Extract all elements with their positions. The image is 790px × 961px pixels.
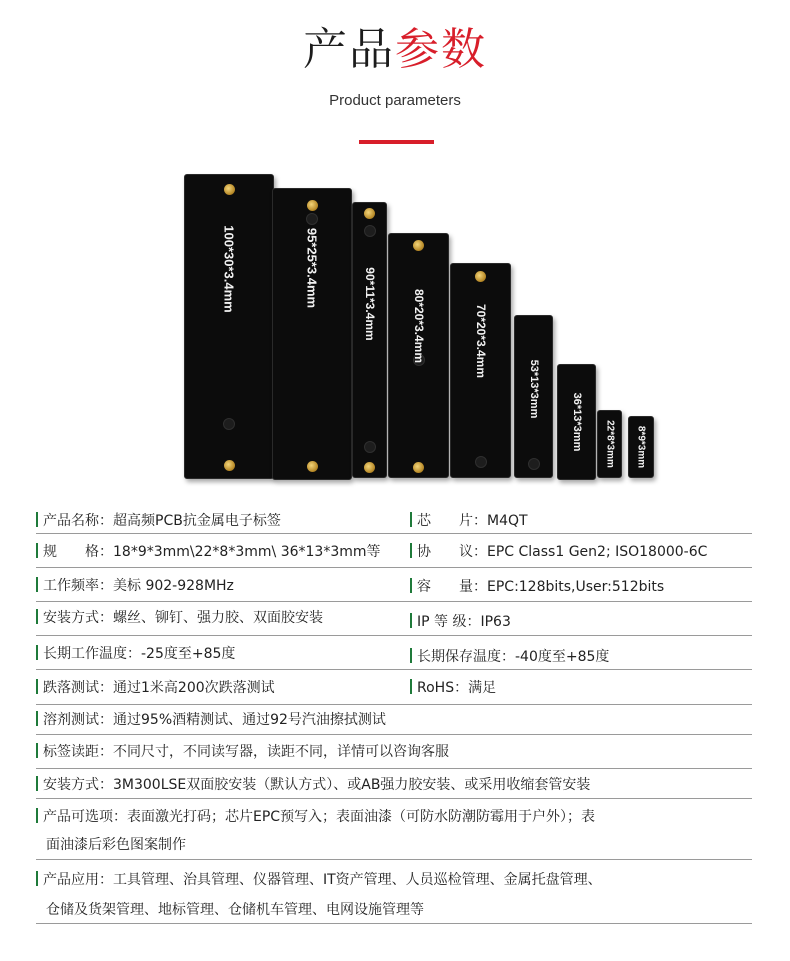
- spec-row: [36, 534, 752, 568]
- tag-size-label: 100*30*3.4mm: [221, 224, 237, 313]
- spec-text: 长期保存温度：-40度至+85度: [417, 649, 610, 665]
- page-subtitle: Product parameters: [329, 92, 461, 109]
- row-marker: [36, 679, 38, 694]
- row-marker: [36, 743, 38, 758]
- row-marker: [36, 871, 38, 886]
- tag-100x30: [184, 174, 274, 479]
- rivet-hole-icon: [307, 200, 318, 211]
- spec-text: 产品应用：工具管理、治具管理、仪器管理、IT资产管理、人员巡检管理、金属托盘管理、: [43, 872, 602, 888]
- spec-cell-continued: 仓储及货架管理、地标管理、仓储机车管理、电网设施管理等: [46, 902, 424, 918]
- rivet-hole-icon: [224, 184, 235, 195]
- tag-90x11: [352, 202, 387, 478]
- tag-size-label: 53*13*3mm: [527, 359, 540, 418]
- spec-row: [36, 636, 752, 670]
- spec-text: IP 等 级：IP63: [417, 614, 511, 630]
- spec-cell: [36, 644, 235, 664]
- rivet-hole-icon: [364, 462, 375, 473]
- screw-dimple-icon: [475, 456, 487, 468]
- spec-cell: [36, 742, 449, 762]
- row-marker: [410, 613, 412, 628]
- row-marker: [410, 648, 412, 663]
- spec-cell: [410, 647, 609, 667]
- rivet-hole-icon: [413, 462, 424, 473]
- spec-cell: [410, 511, 528, 531]
- row-marker: [36, 577, 38, 592]
- title-underline: [359, 140, 434, 144]
- tag-70x20: [450, 263, 511, 478]
- tag-size-label: 22*8*3mm: [604, 420, 615, 468]
- spec-text: RoHS：满足: [417, 680, 497, 696]
- spec-text: 跌落测试：通过1米高200次跌落测试: [43, 680, 275, 696]
- spec-cell: [36, 576, 234, 596]
- rivet-hole-icon: [364, 208, 375, 219]
- row-marker: [36, 645, 38, 660]
- row-marker: [36, 776, 38, 791]
- spec-cell-continued: 面油漆后彩色图案制作: [46, 837, 186, 853]
- title-red-part: 参数: [395, 24, 487, 75]
- spec-row: [36, 602, 752, 636]
- tag-22x8: [597, 410, 622, 478]
- spec-row: [36, 705, 752, 735]
- spec-cell: [36, 870, 602, 890]
- spec-row: [36, 507, 752, 534]
- tag-53x13: [514, 315, 553, 478]
- spec-text: 规 格：18*9*3mm\22*8*3mm\ 36*13*3mm等: [43, 544, 381, 560]
- row-marker: [36, 808, 38, 823]
- spec-cell: [36, 678, 275, 698]
- spec-text: 安装方式：3M300LSE双面胶安装（默认方式）、或AB强力胶安装、或采用收缩套管安装: [43, 777, 591, 793]
- spec-text: 工作频率：美标 902-928MHz: [43, 578, 234, 594]
- rivet-hole-icon: [307, 461, 318, 472]
- spec-cell: [36, 807, 595, 827]
- spec-text: 容 量：EPC:128bits,User:512bits: [417, 579, 665, 595]
- spec-text: 协 议：EPC Class1 Gen2; ISO18000-6C: [417, 544, 708, 560]
- rivet-hole-icon: [224, 460, 235, 471]
- screw-dimple-icon: [223, 418, 235, 430]
- spec-cell: [36, 542, 381, 562]
- row-marker: [410, 512, 412, 527]
- spec-row: [36, 670, 752, 705]
- spec-cell: [410, 678, 496, 698]
- screw-dimple-icon: [364, 225, 376, 237]
- spec-cell: [410, 612, 511, 632]
- rivet-hole-icon: [413, 240, 424, 251]
- row-marker: [36, 609, 38, 624]
- tag-80x20: [388, 233, 449, 478]
- rivet-hole-icon: [475, 271, 486, 282]
- row-marker: [36, 512, 38, 527]
- spec-text: 长期工作温度：-25度至+85度: [43, 646, 236, 662]
- row-marker: [36, 711, 38, 726]
- spec-text: 标签读距：不同尺寸，不同读写器，读距不同，详情可以咨询客服: [43, 744, 449, 760]
- tag-36x13: [557, 364, 596, 480]
- row-marker: [410, 578, 412, 593]
- spec-row: [36, 799, 752, 860]
- spec-cell: [410, 542, 707, 562]
- tag-95x25: [272, 188, 352, 480]
- screw-dimple-icon: [528, 458, 540, 470]
- row-marker: [410, 679, 412, 694]
- screw-dimple-icon: [364, 441, 376, 453]
- tag-size-label: 95*25*3.4mm: [304, 227, 320, 309]
- spec-text: 溶剂测试：通过95%酒精测试、通过92号汽油擦拭测试: [43, 712, 386, 728]
- screw-dimple-icon: [306, 213, 318, 225]
- row-marker: [36, 543, 38, 558]
- page-title: [0, 22, 790, 78]
- spec-row: [36, 769, 752, 799]
- tag-size-label: 8*9*3mm: [635, 425, 647, 469]
- spec-text: 安装方式：螺丝、铆钉、强力胶、双面胶安装: [43, 610, 323, 626]
- spec-row: [36, 860, 752, 924]
- spec-row: [36, 568, 752, 602]
- spec-text: 产品可选项：表面激光打码；芯片EPC预写入；表面油漆（可防水防潮防霉用于户外）；表: [43, 809, 596, 825]
- tag-8x9: [628, 416, 654, 478]
- spec-cell: [36, 710, 386, 730]
- spec-cell: [36, 775, 590, 795]
- spec-cell: [410, 577, 664, 597]
- spec-cell: [36, 511, 281, 531]
- spec-cell: [36, 608, 323, 628]
- spec-row: [36, 735, 752, 769]
- row-marker: [410, 543, 412, 558]
- spec-text: 芯 片：M4QT: [417, 513, 528, 529]
- tag-size-label: 80*20*3.4mm: [411, 288, 426, 363]
- tag-size-label: 70*20*3.4mm: [473, 303, 488, 378]
- tag-size-label: 90*11*3.4mm: [362, 267, 377, 341]
- tag-size-label: 36*13*3mm: [570, 392, 583, 452]
- title-black-part: 产品: [303, 24, 395, 75]
- spec-text: 产品名称：超高频PCB抗金属电子标签: [43, 513, 281, 529]
